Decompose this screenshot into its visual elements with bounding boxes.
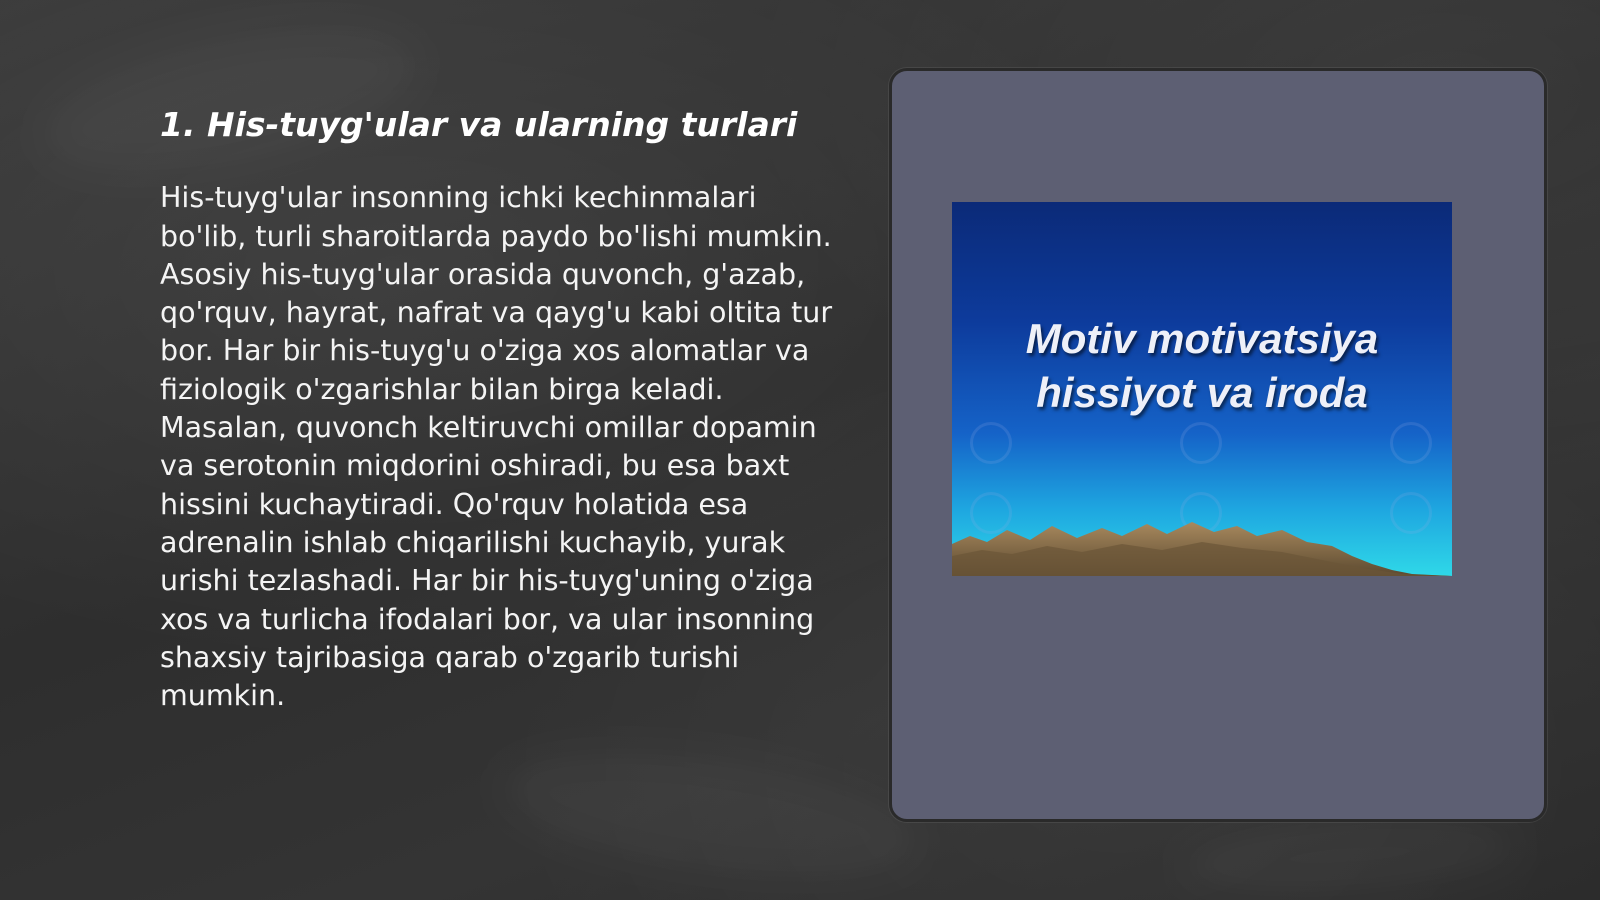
- image-panel: [889, 68, 1547, 822]
- slide-body-text: His-tuyg'ular insonning ichki kechinmalari bo'lib, turli sharoitlarda paydo bo'lishi mumkin. Asosiy his-tuyg'ular orasida quvonch, g'azab, qo'rquv, hayrat, nafrat va qayg'u kabi oltita tur bor. Har bir his-tuyg'u o'ziga xos alomatlar va fiziologik o'zgarishlar bilan birga keladi. Masalan, quvonch keltiruvchi omillar dopamin va serotonin miqdorini oshiradi, bu esa baxt hissini kuchaytiradi. Qo'rquv holatida esa adrenalin ishlab chiqarilishi kuchayib, yurak urishi tezlashadi. Har bir his-tuyg'uning o'ziga xos va turlicha ifodalari bor, va ular insonning shaxsiy tajribasiga qarab o'zgarib turishi mumkin.: [160, 181, 833, 713]
- mountains-icon: [952, 516, 1452, 576]
- watermark-emblem-icon: [1180, 422, 1222, 464]
- slide-heading: 1. His-tuyg'ular va ularning turlari: [160, 105, 798, 144]
- text-block: [160, 104, 840, 715]
- watermark-emblem-icon: [970, 422, 1012, 464]
- slide-picture: [952, 202, 1452, 576]
- watermark-row: [952, 422, 1452, 462]
- picture-title: [952, 312, 1452, 420]
- watermark-emblem-icon: [1390, 422, 1432, 464]
- chalk-smudge: [494, 731, 925, 898]
- picture-title-line-1: Motiv motivatsiya: [1025, 315, 1379, 362]
- picture-title-line-2: hissiyot va iroda: [1036, 369, 1368, 416]
